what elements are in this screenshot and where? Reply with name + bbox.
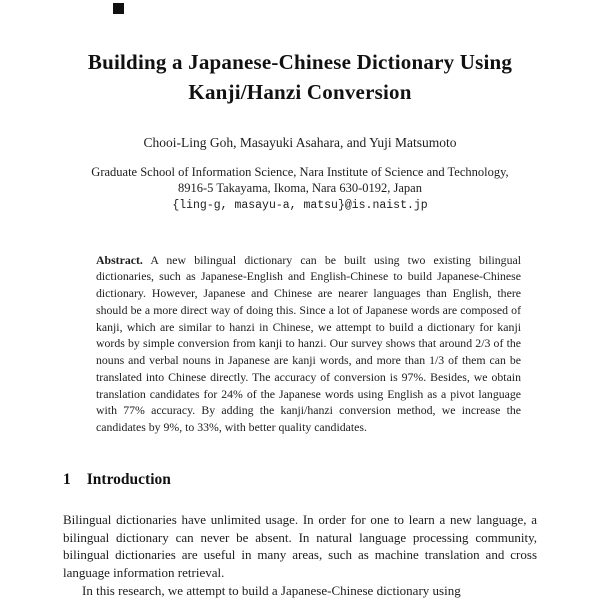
section-title: Introduction bbox=[86, 470, 171, 488]
page-content bbox=[63, 0, 537, 599]
abstract-block bbox=[96, 252, 521, 436]
intro-paragraph-1: Bilingual dictionaries have unlimited usage. In order for one to learn a new language, a bilingual dictionary can never be absent. In natural language processing community, bilingual dictionaries are useful in many areas, such as machine translation and cross language information retrieval. bbox=[63, 511, 537, 580]
abstract-text: A new bilingual dictionary can be built using two existing bilingual dictionaries, such as Japanese-English and English-Chinese to build Japanese-Chinese dictionary. However, Japanese and Chinese are nearer languages than English, there should be a more direct way of doing this. Since a lot of Japanese words are composed of kanji, which are similar to hanzi in Chinese, we attempt to build a dictionary for kanji words by simple conversion from kanji to hanzi. Our survey shows that around 2/3 of the nouns and verbal nouns in Japanese are kanji words, and more than 1/3 of them can be translated into Chinese directly. The accuracy of conversion is 97%. Besides, we obtain translation candidates for 24% of the Japanese words using English as a pivot language with 77% accuracy. By adding the kanji/hanzi conversion method, we increase the candidates by 9%, to 33%, with better quality candidates. bbox=[96, 252, 521, 435]
paper-title bbox=[63, 47, 537, 108]
affiliation-line1: Graduate School of Information Science, Nara Institute of Science and Technology, bbox=[91, 164, 509, 179]
paper-title-line1: Building a Japanese-Chinese Dictionary Using bbox=[87, 50, 513, 74]
authors-line: Chooi-Ling Goh, Masayuki Asahara, and Yuji Matsumoto bbox=[143, 134, 457, 150]
email-line: {ling-g, masayu-a, matsu}@is.naist.jp bbox=[172, 198, 428, 212]
affiliation-block bbox=[63, 164, 537, 214]
abstract-label: Abstract. bbox=[96, 252, 143, 267]
section-number: 1 bbox=[63, 470, 71, 488]
paper-title-line2: Kanji/Hanzi Conversion bbox=[188, 80, 412, 105]
intro-paragraph-2: In this research, we attempt to build a Japanese-Chinese dictionary using bbox=[82, 582, 461, 598]
section-heading-introduction bbox=[63, 471, 537, 489]
affiliation-line2: 8916-5 Takayama, Ikoma, Nara 630-0192, Japan bbox=[178, 180, 422, 195]
